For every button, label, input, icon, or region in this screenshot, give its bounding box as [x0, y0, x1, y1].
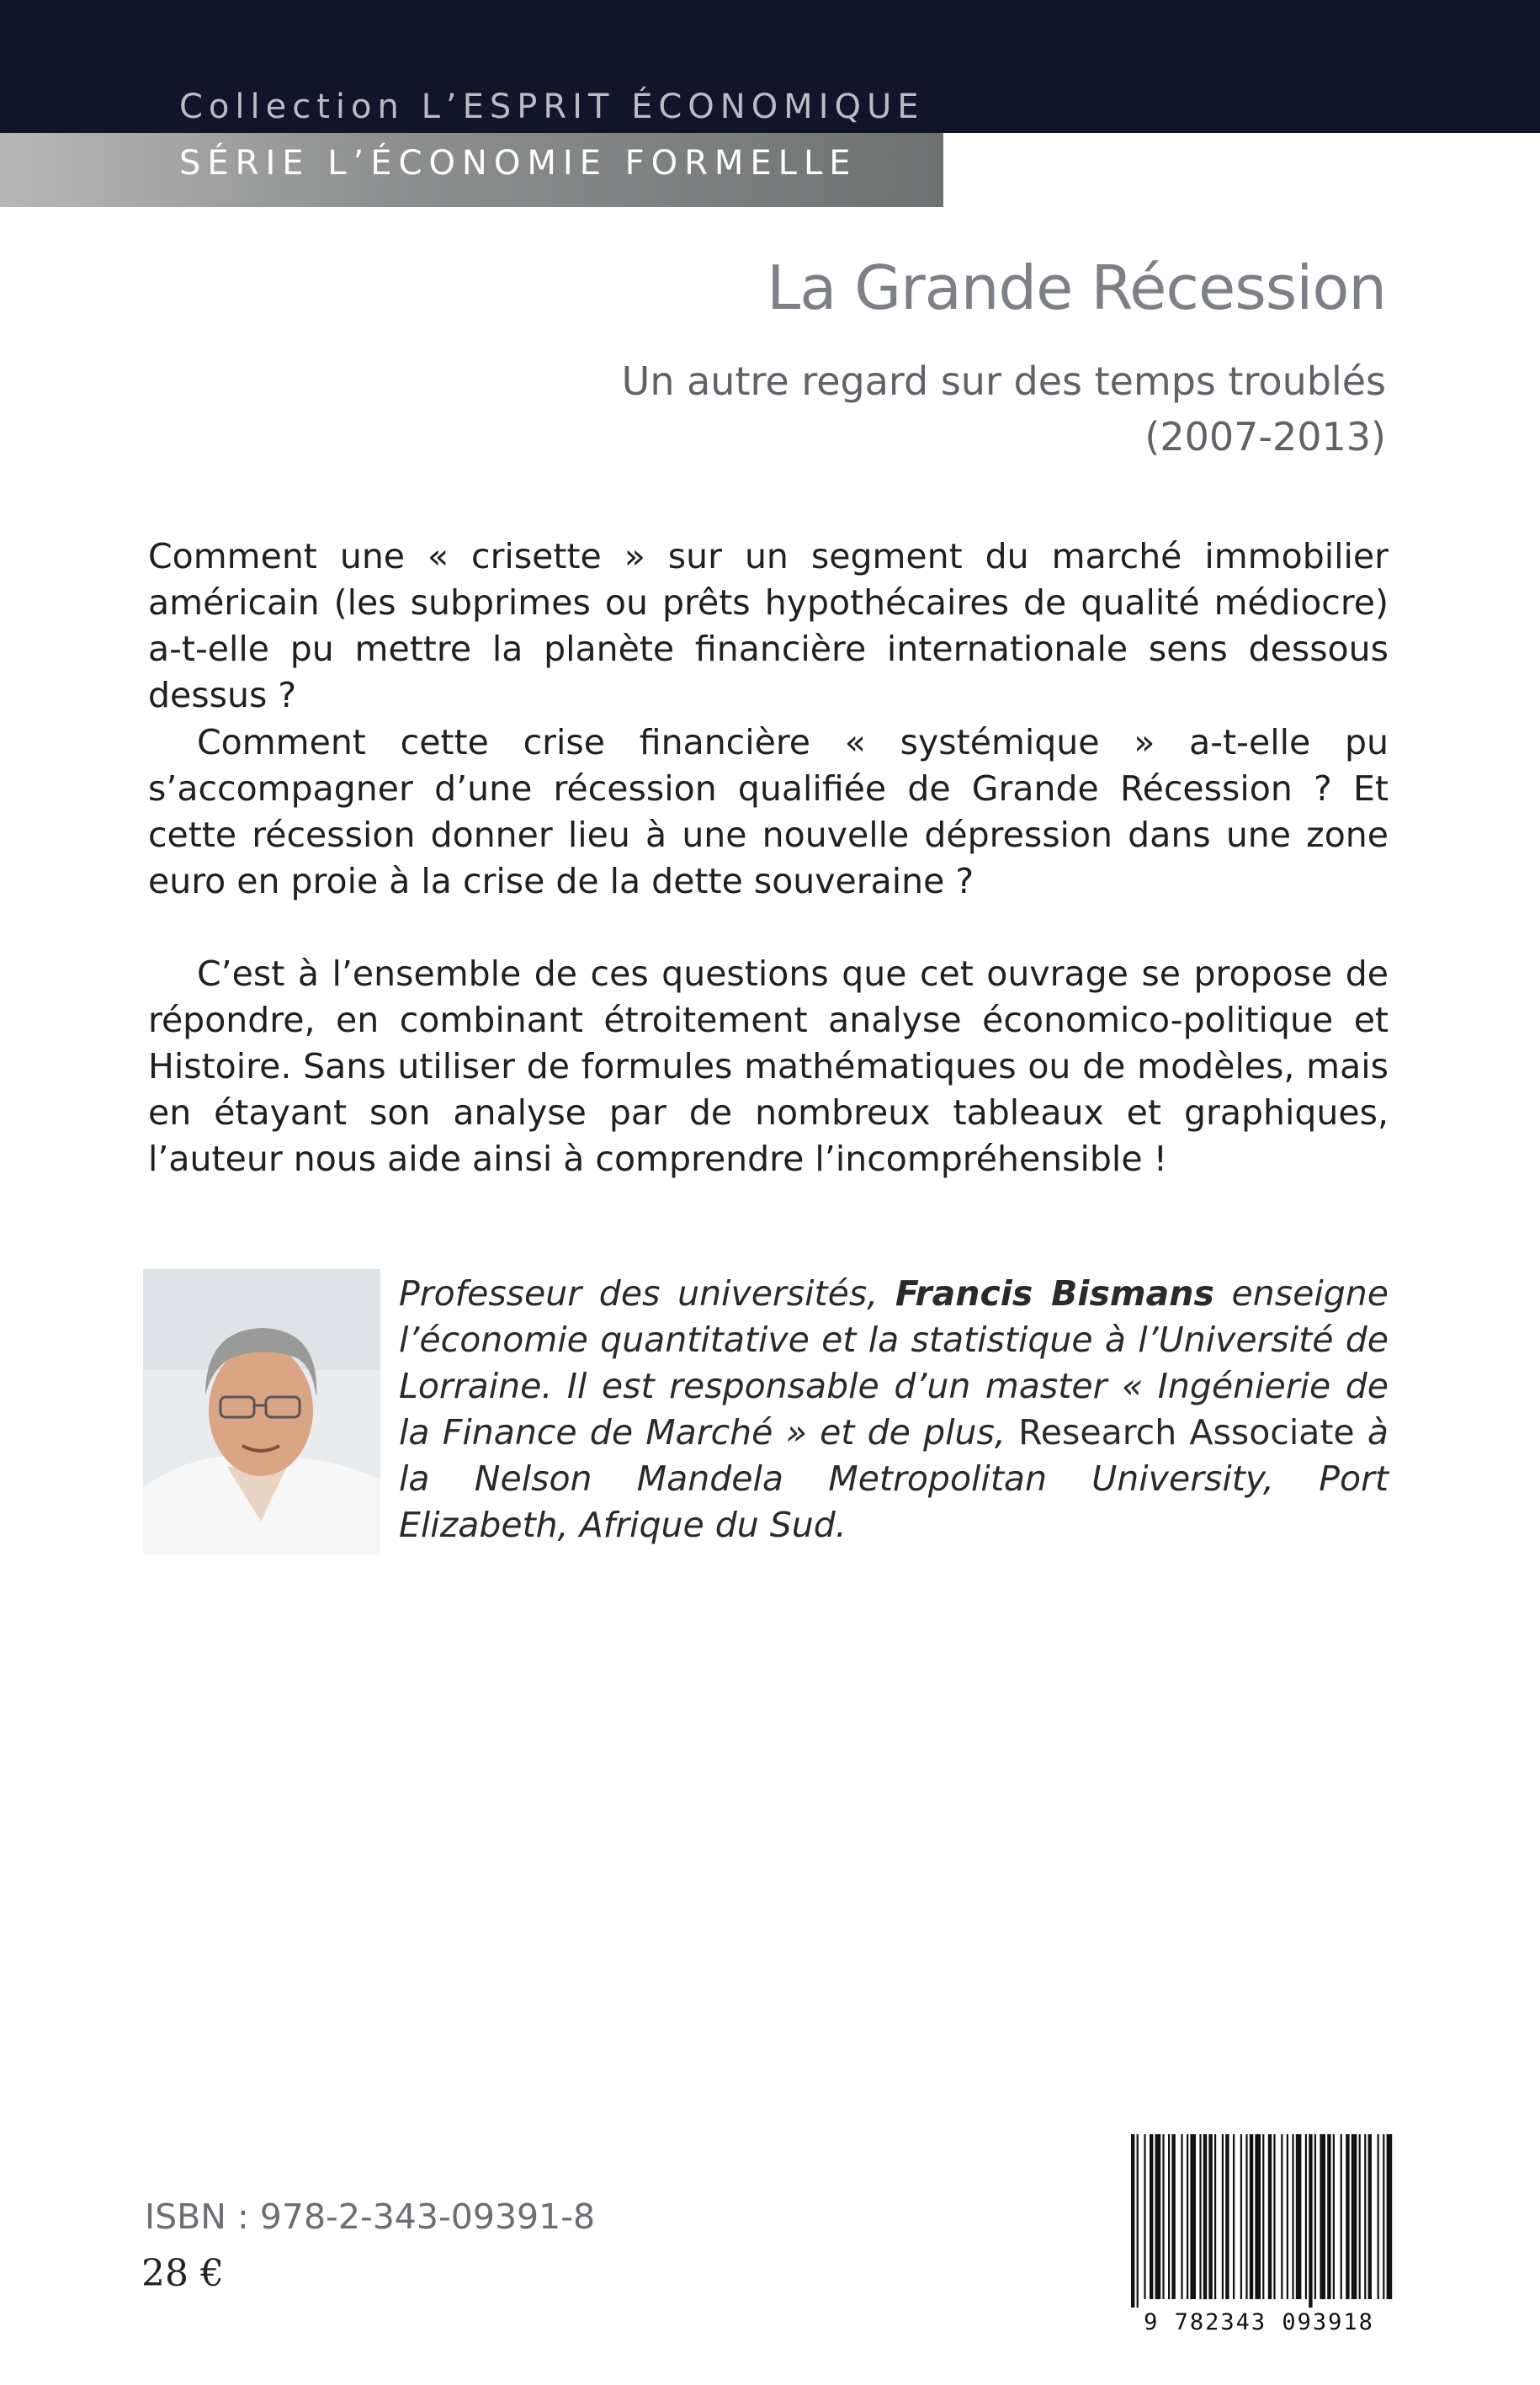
barcode-bar	[1346, 2134, 1349, 2299]
barcode-bar	[1190, 2134, 1196, 2299]
barcode-bar	[1187, 2134, 1188, 2299]
barcode-bar	[1144, 2134, 1145, 2299]
barcode-bar	[1168, 2134, 1170, 2299]
barcode-bar	[1222, 2134, 1224, 2299]
barcode	[1124, 2134, 1394, 2336]
price: 28 €	[141, 2252, 224, 2295]
barcode-bar	[1214, 2134, 1216, 2299]
author-portrait-illustration	[143, 1269, 380, 1555]
author-bio	[399, 1271, 1389, 1548]
barcode-bar	[1341, 2134, 1342, 2299]
bio-post: à la Nelson Mandela Metropolitan University, Port Elizabeth, Afrique du Sud.	[399, 1412, 1389, 1545]
barcode-bar	[1203, 2134, 1207, 2299]
barcode-bar	[1250, 2134, 1253, 2299]
book-subtitle	[622, 353, 1386, 465]
barcode-bar	[1314, 2134, 1316, 2299]
barcode-bar	[1351, 2134, 1357, 2299]
barcode-bar	[1309, 2134, 1312, 2308]
barcode-bar	[1287, 2134, 1288, 2299]
barcode-digits: 9 782343 093918	[1144, 2309, 1374, 2335]
barcode-bar	[1240, 2134, 1242, 2299]
barcode-bar	[1255, 2134, 1261, 2299]
barcode-bar	[1162, 2134, 1164, 2299]
isbn: ISBN : 978-2-343-09391-8	[145, 2196, 596, 2237]
collection-name: Collection L’ESPRIT ÉCONOMIQUE	[179, 88, 925, 126]
barcode-bar	[1199, 2134, 1201, 2299]
barcode-bar	[1233, 2134, 1235, 2299]
barcode-bar	[1150, 2134, 1153, 2299]
barcode-bar	[1378, 2134, 1379, 2299]
barcode-bar	[1268, 2134, 1272, 2299]
book-title: La Grande Récession	[767, 252, 1386, 323]
blurb-paragraph-3: C’est à l’ensemble de ces questions que cet ouvrage se propose de répondre, en combinant étroitement analyse économico-politique et Histoire. Sans utiliser de formules mathématiques ou de modèles, mais en étayant son analyse par de nombreux tableaux et graphiques, l’auteur nous aide ainsi à comprendre l’incompréhensible !	[148, 953, 1389, 1179]
barcode-bar	[1131, 2134, 1134, 2308]
series-name: SÉRIE L’ÉCONOMIE FORMELLE	[179, 144, 858, 183]
barcode-bar	[1333, 2134, 1335, 2299]
barcode-bar	[1181, 2134, 1182, 2299]
subtitle-line-2: (2007-2013)	[1144, 414, 1386, 459]
barcode-bar	[1368, 2134, 1372, 2299]
barcode-bar	[1262, 2134, 1264, 2299]
barcode-bar	[1225, 2134, 1229, 2299]
subtitle-line-1: Un autre regard sur des temps troublés	[621, 359, 1386, 404]
barcode-bar	[1292, 2134, 1293, 2299]
blurb-paragraph-2: Comment cette crise financière « systémique » a-t-elle pu s’accompagner d’une récession qualifiée de Grande Récession ? Et cette récession donner lieu à une nouvelle dépression dans une zone euro en proie à la crise de la dette souveraine ?	[148, 722, 1389, 901]
barcode-bar	[1320, 2134, 1325, 2299]
barcode-bar	[1305, 2134, 1307, 2299]
barcode-bar	[1273, 2134, 1275, 2299]
barcode-bar	[1387, 2134, 1393, 2299]
bio-pre: Professeur des universités,	[399, 1273, 895, 1314]
bio-mid: enseigne l’économie quantitative et la statistique à l’Université de Lorraine. Il est responsable d’un master « Ingénierie de la Finance de Marché » et de plus,	[399, 1273, 1389, 1453]
barcode-bar	[1383, 2134, 1384, 2299]
barcode-bar	[1327, 2134, 1330, 2299]
barcode-bar	[1208, 2134, 1212, 2299]
bio-role: Research Associate	[1018, 1412, 1355, 1453]
barcode-bar	[1137, 2134, 1139, 2308]
barcode-bar	[1359, 2134, 1361, 2299]
barcode-bar	[1296, 2134, 1302, 2299]
author-photo	[143, 1269, 380, 1555]
author-name: Francis Bismans	[895, 1273, 1214, 1314]
barcode-bar	[1364, 2134, 1366, 2299]
barcode-bar	[1155, 2134, 1161, 2299]
barcode-bar	[1171, 2134, 1175, 2299]
barcode-bar	[1281, 2134, 1282, 2299]
barcode-bars	[1131, 2134, 1392, 2308]
blurb-paragraph-1: Comment une « crisette » sur un segment du marché immobilier américain (les subprimes ou prêts hypothécaires de qualité médiocre) a-t-elle pu mettre la planète financière internationale sens dessous dessus ?	[148, 536, 1389, 715]
barcode-bar	[1245, 2134, 1247, 2299]
